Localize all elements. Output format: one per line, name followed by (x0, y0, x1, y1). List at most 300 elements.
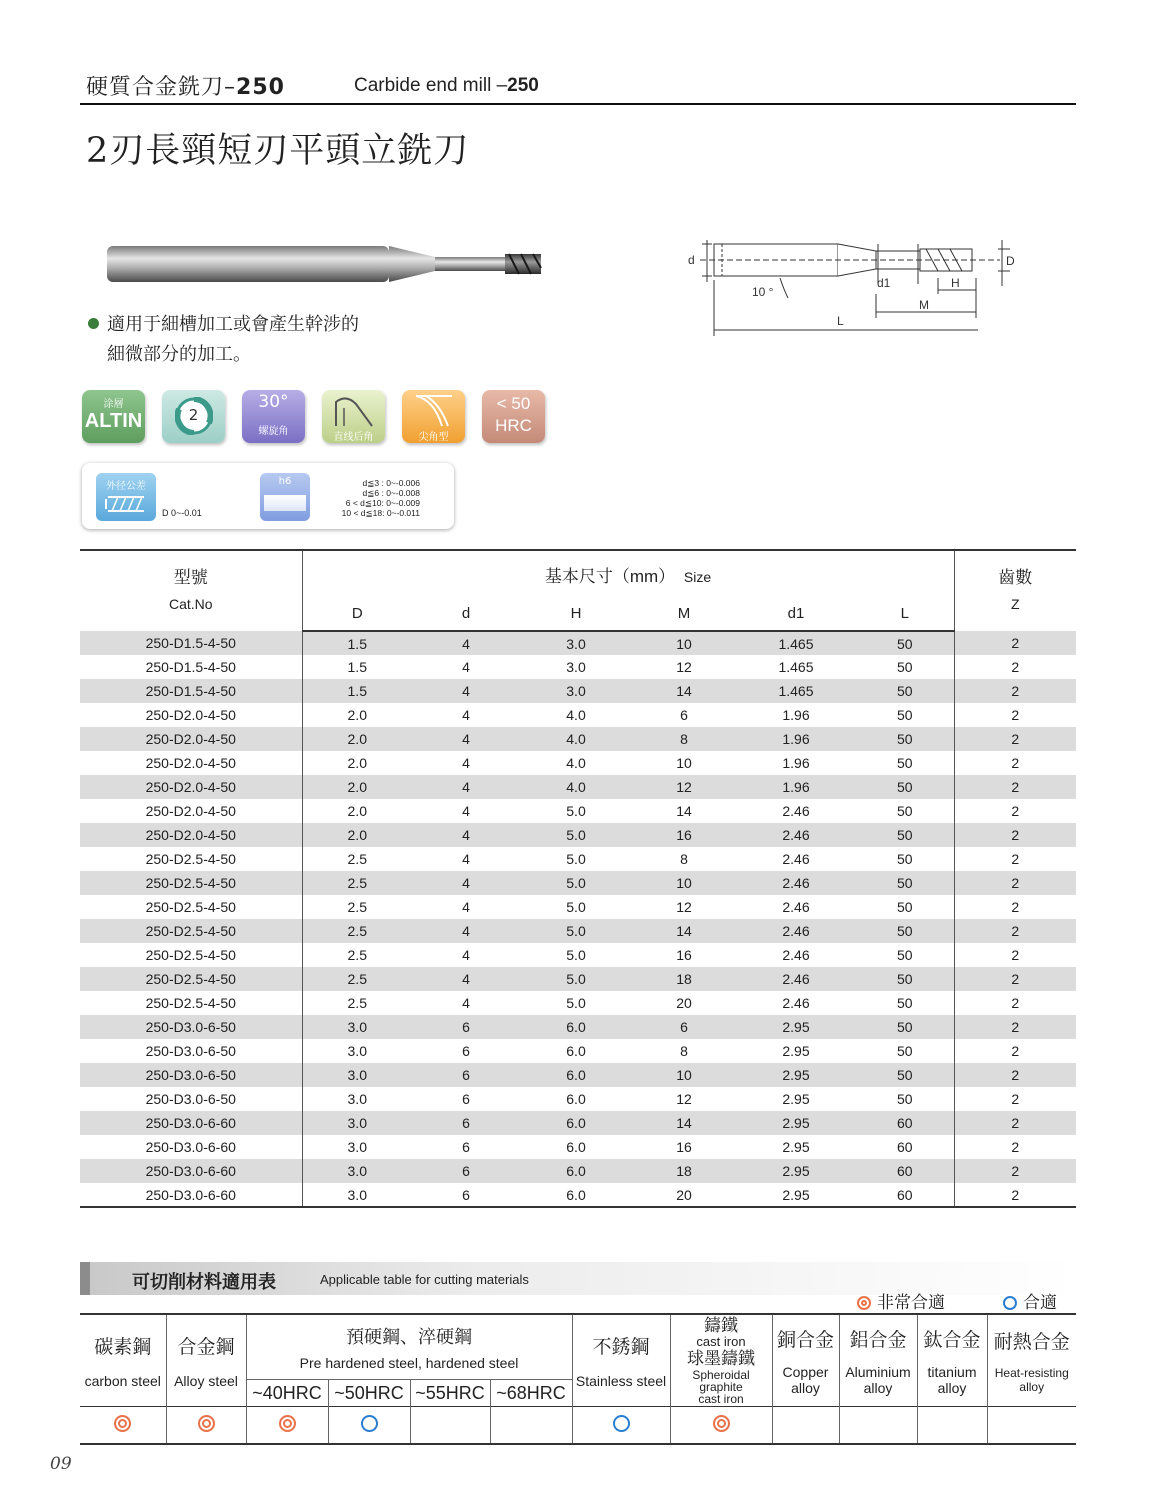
cell-d: 4 (412, 631, 520, 655)
helix-angle-value: 30° (258, 392, 289, 412)
cell-d: 4 (462, 803, 470, 819)
col-stainless (572, 1314, 670, 1407)
cell-cat-no: 250-D1.5-4-50 (80, 631, 302, 655)
cell-L: 50 (896, 707, 913, 723)
cell-cat-no: 250-D2.0-4-50 (80, 727, 302, 751)
table-row (80, 631, 1076, 655)
very-suitable-icon (713, 1415, 730, 1432)
cell-cat-no: 250-D2.0-4-50 (80, 823, 302, 847)
cell-cat-no: 250-D3.0-6-50 (80, 1015, 302, 1039)
cell-M: 8 (680, 1043, 688, 1059)
cell-M: 20 (632, 1183, 736, 1207)
table-row (80, 895, 1076, 919)
heat-resisting-en: Heat-resisting (994, 1366, 1069, 1380)
cell-H: 3.0 (566, 659, 586, 675)
table-row (80, 1015, 1076, 1039)
cell-M: 14 (632, 679, 736, 703)
od-tolerance-icon (96, 473, 156, 521)
cell-d: 6 (412, 1159, 520, 1183)
very-suitable-icon (279, 1415, 296, 1432)
cell-D: 2.5 (302, 943, 412, 967)
cell-D: 1.5 (302, 679, 412, 703)
table-row (80, 655, 1076, 679)
cell-d: 4 (412, 967, 520, 991)
cell-H: 6.0 (520, 1111, 632, 1135)
table-row (80, 919, 1076, 943)
cell-Z: 2 (954, 727, 1076, 751)
cell-M: 6 (632, 1015, 736, 1039)
cell-d1: 2.46 (782, 995, 810, 1011)
relief-angle-icon (322, 390, 385, 443)
copper-en: Copper (782, 1364, 829, 1380)
label-d: d (688, 253, 695, 267)
cell-D: 3.0 (302, 1039, 412, 1063)
table-row (80, 1159, 1076, 1183)
cell-d1: 2.95 (736, 1159, 856, 1183)
cell-Z: 2 (954, 1135, 1076, 1159)
spec-table-body (80, 631, 1076, 1207)
cell-D: 2.0 (302, 823, 412, 847)
table-row (80, 799, 1076, 823)
aluminium-cn: 鋁合金 (849, 1330, 907, 1351)
cell-H: 6.0 (566, 1091, 586, 1107)
description-line-2: 細微部分的加工。 (107, 344, 251, 365)
cell-D: 2.0 (302, 751, 412, 775)
cell-H: 6.0 (520, 1183, 632, 1207)
cell-cat-no: 250-D2.5-4-50 (145, 947, 236, 963)
hatch-icon (104, 493, 148, 515)
cell-H: 6.0 (520, 1015, 632, 1039)
cell-M: 10 (632, 871, 736, 895)
cell-D: 3.0 (302, 1159, 412, 1183)
cell-d: 4 (412, 679, 520, 703)
cell-L: 60 (856, 1183, 954, 1207)
cell-M: 6 (680, 707, 688, 723)
cell-D: 3.0 (302, 1087, 412, 1111)
cell-D: 3.0 (302, 1063, 412, 1087)
end-mill-image (105, 240, 555, 290)
cell-Z: 2 (954, 775, 1076, 799)
header-en-text: Carbide end mill – (354, 75, 508, 96)
relief-angle-label: 直线后角 (333, 432, 374, 443)
cell-d1: 2.95 (736, 1015, 856, 1039)
suitable-icon (361, 1415, 378, 1432)
flute-count-icon (162, 390, 225, 443)
cell-cat-no: 250-D3.0-6-50 (145, 1091, 236, 1107)
cell-d1: 2.95 (736, 1183, 856, 1207)
hrc-55: ~55HRC (410, 1380, 490, 1407)
cell-L: 50 (896, 947, 913, 963)
cell-L: 50 (856, 871, 954, 895)
cell-M: 16 (676, 947, 692, 963)
heat-resisting-cn: 耐熱合金 (993, 1332, 1070, 1353)
cell-D: 2.5 (302, 919, 412, 943)
cell-d: 4 (412, 871, 520, 895)
cell-cat-no: 250-D3.0-6-60 (80, 1111, 302, 1135)
cell-L: 50 (896, 659, 913, 675)
tip-shape-icon (412, 394, 456, 428)
header-code: 250 (236, 75, 285, 100)
suitability-row (80, 1407, 1076, 1445)
cell-M: 10 (676, 755, 692, 771)
cast-iron-cn: 鑄鐵 (704, 1315, 738, 1335)
cell-D: 3.0 (302, 1183, 412, 1207)
cell-H: 5.0 (520, 871, 632, 895)
spec-table (80, 549, 1076, 1208)
col-header-d: d (412, 597, 520, 631)
cell-d1: 2.95 (782, 1091, 810, 1107)
legend-very-label: 非常合適 (877, 1293, 945, 1313)
cell-L: 50 (896, 995, 913, 1011)
cell-d1: 2.46 (782, 899, 810, 915)
cell-H: 5.0 (520, 919, 632, 943)
flute-count-value: 2 (188, 406, 199, 424)
label-H: H (951, 276, 960, 290)
label-D: D (1006, 254, 1015, 268)
stainless-en: Stainless steel (575, 1373, 667, 1389)
cell-d: 4 (462, 707, 470, 723)
cell-d: 4 (412, 919, 520, 943)
cell-M: 10 (632, 631, 736, 655)
cell-H: 5.0 (566, 851, 586, 867)
label-L: L (837, 314, 844, 328)
col-header-H: H (520, 597, 632, 631)
cell-Z: 2 (954, 1111, 1076, 1135)
header-en-code: 250 (507, 75, 539, 96)
cell-D: 2.0 (302, 727, 412, 751)
cell-cat-no: 250-D2.5-4-50 (145, 899, 236, 915)
header-title-en (354, 75, 539, 97)
cell-d1: 2.95 (736, 1111, 856, 1135)
col-hardened-steel (246, 1314, 572, 1380)
suitability-cell (670, 1407, 772, 1445)
header-cn-text: 硬質合金銑刀– (86, 75, 237, 100)
alloy-steel-en: Alloy steel (174, 1373, 238, 1389)
cell-d1: 2.46 (736, 823, 856, 847)
table-row (80, 1183, 1076, 1207)
cell-M: 8 (680, 851, 688, 867)
cell-cat-no: 250-D3.0-6-60 (145, 1139, 236, 1155)
shank-tolerance-label: h6 (278, 476, 292, 487)
shank-tolerance-list (318, 478, 420, 518)
table-row (80, 967, 1076, 991)
cell-d1: 1.96 (782, 755, 810, 771)
suitability-cell (410, 1407, 490, 1445)
cell-d: 6 (462, 1091, 470, 1107)
cell-cat-no: 250-D2.5-4-50 (145, 995, 236, 1011)
suitable-icon (613, 1415, 630, 1432)
cell-Z: 2 (954, 1159, 1076, 1183)
cell-H: 4.0 (566, 755, 586, 771)
suitability-cell (490, 1407, 572, 1445)
suitability-cell (572, 1407, 670, 1445)
cell-cat-no: 250-D2.0-4-50 (145, 755, 236, 771)
cell-d: 6 (412, 1063, 520, 1087)
cell-cat-no: 250-D2.0-4-50 (145, 707, 236, 723)
cell-cat-no: 250-D1.5-4-50 (145, 659, 236, 675)
cell-d: 4 (462, 755, 470, 771)
legend-ok-label: 合適 (1023, 1293, 1057, 1313)
od-tolerance-label: 外径公差 (106, 481, 146, 492)
suitability-cell (328, 1407, 410, 1445)
cell-D: 2.0 (302, 799, 412, 823)
cell-D: 2.5 (302, 967, 412, 991)
cell-L: 50 (896, 1091, 913, 1107)
cell-Z: 2 (954, 799, 1076, 823)
table-row (80, 751, 1076, 775)
coating-label: 涂層 (103, 399, 124, 410)
cell-D: 2.0 (302, 703, 412, 727)
cast-iron-en: cast iron (696, 1333, 746, 1349)
cell-M: 16 (632, 823, 736, 847)
cell-D: 2.5 (302, 871, 412, 895)
cell-d: 6 (412, 1015, 520, 1039)
col-carbon-steel (80, 1314, 166, 1407)
table-row (80, 703, 1076, 727)
cell-d1: 2.46 (736, 919, 856, 943)
cell-cat-no: 250-D2.5-4-50 (145, 851, 236, 867)
dimension-diagram (680, 238, 1030, 338)
cell-d1: 1.465 (736, 631, 856, 655)
col-header-D: D (302, 597, 412, 631)
header-title-cn (86, 70, 285, 101)
shank-tolerance-row: 10 < d≦18: 0~-0.011 (341, 508, 420, 518)
tip-type-icon (402, 390, 465, 443)
cell-H: 6.0 (520, 1159, 632, 1183)
table-row (80, 1087, 1076, 1111)
carbon-steel-cn: 碳素鋼 (94, 1337, 152, 1358)
cell-D: 3.0 (302, 1111, 412, 1135)
cell-L: 50 (896, 899, 913, 915)
cell-M: 12 (632, 775, 736, 799)
cell-d1: 2.46 (782, 851, 810, 867)
cell-Z: 2 (954, 1087, 1076, 1111)
model-header (80, 550, 302, 631)
cell-cat-no: 250-D3.0-6-60 (80, 1159, 302, 1183)
page-number: 09 (50, 1454, 72, 1474)
shank-bar-icon (264, 495, 306, 511)
titanium-en: titanium (927, 1364, 977, 1380)
cell-L: 50 (856, 967, 954, 991)
label-d1: d1 (877, 276, 891, 290)
shank-tolerance-row: 6 < d≦10: 0~-0.009 (345, 498, 420, 508)
cell-H: 6.0 (520, 1063, 632, 1087)
cell-M: 12 (676, 899, 692, 915)
aluminium-en-2: alloy (863, 1380, 893, 1396)
cell-H: 5.0 (566, 995, 586, 1011)
cell-L: 60 (856, 1111, 954, 1135)
cell-d1: 2.95 (782, 1139, 810, 1155)
od-tolerance-value: D 0~-0.01 (162, 508, 202, 518)
cell-d: 4 (412, 823, 520, 847)
cell-d: 6 (462, 1139, 470, 1155)
teeth-header-en: Z (1010, 596, 1020, 612)
cell-D: 3.0 (302, 1015, 412, 1039)
col-heat-resisting (987, 1314, 1076, 1407)
cell-Z: 2 (954, 871, 1076, 895)
suitability-cell (917, 1407, 987, 1445)
cell-d1: 1.96 (782, 707, 810, 723)
table-row (80, 1111, 1076, 1135)
titanium-en-2: alloy (937, 1380, 967, 1396)
cell-cat-no: 250-D3.0-6-50 (145, 1043, 236, 1059)
cell-M: 16 (676, 1139, 692, 1155)
cell-d: 4 (462, 659, 470, 675)
table-row (80, 1063, 1076, 1087)
cell-d1: 1.96 (736, 775, 856, 799)
cell-d: 4 (412, 727, 520, 751)
hardened-steel-en: Pre hardened steel, hardened steel (299, 1355, 519, 1371)
cell-cat-no: 250-D2.0-4-50 (145, 803, 236, 819)
col-header-M: M (632, 597, 736, 631)
aluminium-en: Aluminium (845, 1364, 911, 1380)
cell-H: 4.0 (520, 727, 632, 751)
carbon-steel-en: carbon steel (84, 1373, 161, 1389)
hardened-steel-cn: 預硬鋼、淬硬鋼 (346, 1327, 472, 1347)
cell-Z: 2 (954, 919, 1076, 943)
cell-M: 14 (676, 803, 692, 819)
legend-suitable (1003, 1288, 1057, 1313)
cell-L: 60 (856, 1159, 954, 1183)
suitability-cell (246, 1407, 328, 1445)
cell-M: 14 (632, 919, 736, 943)
ductile-iron-cn: 球墨鑄鐵 (687, 1348, 755, 1368)
cell-M: 18 (632, 967, 736, 991)
cell-cat-no: 250-D1.5-4-50 (80, 679, 302, 703)
circle-icon (1003, 1296, 1017, 1310)
cell-d: 4 (462, 995, 470, 1011)
bullet-icon (88, 318, 99, 329)
cell-d1: 2.95 (736, 1063, 856, 1087)
hardness-icon (482, 390, 545, 443)
alloy-steel-cn: 合金鋼 (177, 1337, 235, 1358)
legend-very-suitable (857, 1288, 945, 1313)
cell-L: 50 (896, 803, 913, 819)
cell-Z: 2 (954, 943, 1076, 967)
cell-L: 50 (856, 727, 954, 751)
hrc-68: ~68HRC (490, 1380, 572, 1407)
hardness-value: < 50 (496, 394, 531, 413)
col-cast-iron (670, 1314, 772, 1407)
cell-Z: 2 (954, 631, 1076, 655)
col-alloy-steel (166, 1314, 246, 1407)
cell-M: 20 (676, 995, 692, 1011)
helix-angle-icon (242, 390, 305, 443)
label-angle: 10 ° (752, 285, 774, 299)
cell-d: 4 (462, 851, 470, 867)
cell-L: 50 (856, 1015, 954, 1039)
cell-d1: 2.46 (782, 803, 810, 819)
cell-H: 3.0 (520, 679, 632, 703)
very-suitable-icon (198, 1415, 215, 1432)
cell-D: 2.5 (302, 847, 412, 871)
cell-H: 5.0 (520, 823, 632, 847)
cell-Z: 2 (954, 895, 1076, 919)
cell-cat-no: 250-D3.0-6-50 (80, 1063, 302, 1087)
hrc-50: ~50HRC (328, 1380, 410, 1407)
cell-L: 60 (896, 1139, 913, 1155)
cell-H: 3.0 (520, 631, 632, 655)
cell-d: 4 (462, 899, 470, 915)
copper-cn: 銅合金 (776, 1330, 834, 1351)
cell-L: 50 (856, 919, 954, 943)
shank-tolerance-row: d≦6 : 0~-0.008 (362, 488, 420, 498)
suitability-cell (166, 1407, 246, 1445)
cell-H: 4.0 (520, 775, 632, 799)
label-M: M (919, 298, 929, 312)
cell-L: 50 (856, 823, 954, 847)
size-header (302, 550, 954, 597)
cell-Z: 2 (954, 1039, 1076, 1063)
cell-L: 50 (896, 755, 913, 771)
table-row (80, 871, 1076, 895)
cell-M: 10 (632, 1063, 736, 1087)
cell-D: 1.5 (302, 631, 412, 655)
tip-type-label: 尖角型 (418, 432, 449, 443)
cell-d1: 1.465 (736, 679, 856, 703)
title-bar-tab (80, 1262, 90, 1295)
hrc-40: ~40HRC (246, 1380, 328, 1407)
cell-L: 50 (896, 1043, 913, 1059)
cell-Z: 2 (954, 655, 1076, 679)
cell-M: 8 (632, 727, 736, 751)
hardness-unit: HRC (495, 416, 532, 435)
cell-cat-no: 250-D2.0-4-50 (80, 775, 302, 799)
cell-D: 3.0 (302, 1135, 412, 1159)
cell-d1: 2.95 (782, 1043, 810, 1059)
description-line-1: 適用于細槽加工或會產生幹涉的 (107, 314, 359, 335)
cell-H: 5.0 (520, 967, 632, 991)
suitability-cell (80, 1407, 166, 1445)
col-copper (772, 1314, 839, 1407)
cell-M: 14 (632, 1111, 736, 1135)
table-row (80, 943, 1076, 967)
heat-resisting-en-2: alloy (1019, 1380, 1045, 1394)
cell-Z: 2 (954, 679, 1076, 703)
shank-tolerance-row: d≦3 : 0~-0.006 (362, 478, 420, 488)
cell-H: 4.0 (566, 707, 586, 723)
relief-shape-icon (332, 394, 376, 428)
cell-d1: 1.96 (736, 727, 856, 751)
double-circle-icon (857, 1296, 871, 1310)
teeth-header (954, 550, 1076, 631)
table-row (80, 1039, 1076, 1063)
cell-cat-no: 250-D2.5-4-50 (80, 919, 302, 943)
cell-D: 2.5 (302, 895, 412, 919)
coating-icon (82, 390, 145, 443)
cell-H: 5.0 (566, 803, 586, 819)
cell-d1: 1.465 (778, 659, 814, 675)
page-title: 2刃長頸短刃平頭立銑刀 (86, 131, 470, 171)
model-header-en: Cat.No (168, 596, 213, 612)
table-row (80, 847, 1076, 871)
teeth-header-cn: 齒數 (998, 568, 1033, 587)
cell-L: 50 (896, 851, 913, 867)
cell-d1: 2.46 (782, 947, 810, 963)
cell-d: 6 (412, 1183, 520, 1207)
col-titanium (917, 1314, 987, 1407)
cell-cat-no: 250-D3.0-6-60 (80, 1183, 302, 1207)
suitability-cell (772, 1407, 839, 1445)
model-header-cn: 型號 (173, 568, 208, 587)
cell-Z: 2 (954, 703, 1076, 727)
cell-L: 50 (856, 775, 954, 799)
col-header-d1: d1 (736, 597, 856, 631)
table-row (80, 991, 1076, 1015)
cell-L: 50 (856, 1063, 954, 1087)
materials-table (80, 1313, 1076, 1445)
titanium-cn: 鈦合金 (923, 1330, 981, 1351)
